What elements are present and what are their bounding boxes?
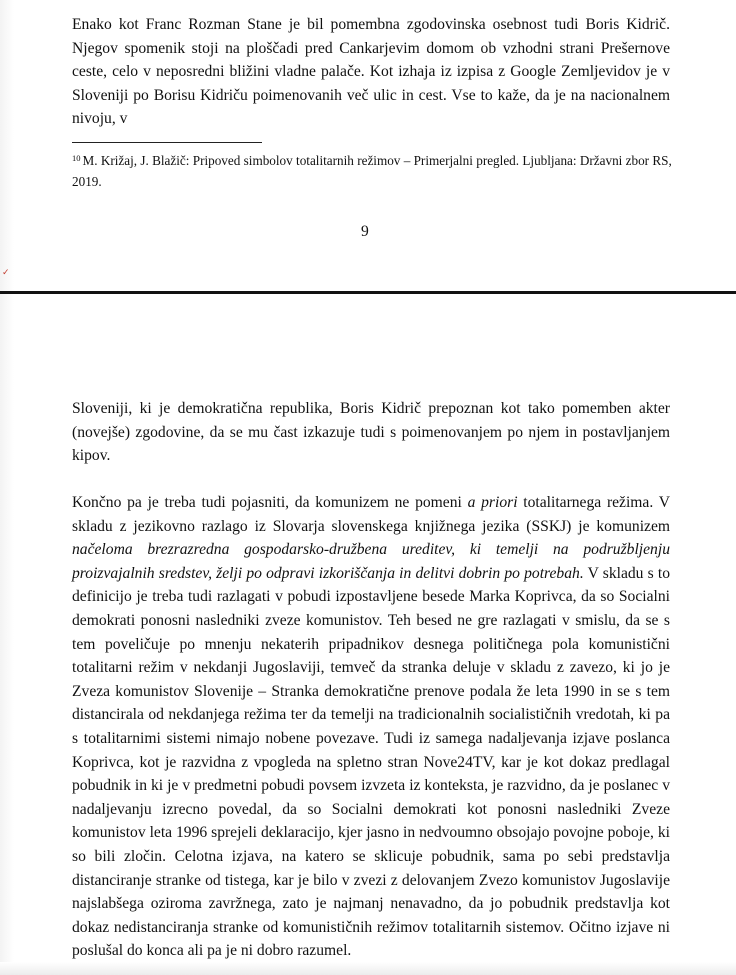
paragraph-top-text: Enako kot Franc Rozman Stane je bil pomembna zgodovinska osebnost tudi Boris Kidrič. Njegov spomenik stoji na ploščadi pred Cankarjevim domom ob vzhodni strani Prešernove ceste, celo v neposredni bližini vladne palače. Kot izhaja iz izpisa z Google Zemljevidov je v Sloveniji po Borisu Kidriču poimenovanih več ulic in cest. Vse to kaže, da je na nacionalnem nivoju, v	[72, 16, 670, 128]
footnote-number: 10	[72, 153, 81, 163]
paragraph-2-italic-definition: načeloma brezrazredna gospodarsko-družbena ureditev, ki temelji na podružbljenju proizvajalnih sredstev, želji po odpravi izkoriščanja in delitvi dobrin po potrebah.	[72, 541, 670, 582]
paragraph-2-part-3: totalitarnega režima. V skladu z jezikovno razlago iz Slovarja slovenskega knjižnega jezika (SSKJ) je komunizem	[72, 494, 670, 535]
margin-mark: ✓	[2, 267, 10, 277]
scan-bottom-edge	[0, 962, 736, 975]
paragraph-top	[72, 13, 670, 131]
paragraph-2-part-5: V skladu s to definicijo je treba tudi razlagati v pobudi izpostavljene besede Marka Koprivca, da so Socialni demokrati ponosni nasledniki zveze komunistov. Teh besed ne gre razlagati v smislu, da se s tem poveličuje po mnenju nekaterih pripadnikov desnega političnega pola komunistični totalitarni režim v nekdanji Jugoslaviji, temveč da stranka deluje v skladu z zavezo, ki jo je Zveza komunistov Slovenije – Stranka demokratične prenove podala že leta 1990 in se s tem distancirala od nekdanjega režima ter da temelji na tradicionalnih socialističnih vredotah, ki pa s totalitarnimi sistemi nimajo nobene povezave. Tudi iz samega nadaljevanja izjave poslanca Koprivca, kot je razvidna z vpogleda na spletno stran Nove24TV, kar je kot dokaz predlagal pobudnik in ki je v predmetni pobudi povsem izvzeta iz konteksta, je razvidno, da je poslanec v nadaljevanju izrecno povedal, da so Socialni demokrati kot ponosni nasledniki Zveze komunistov leta 1996 sprejeli deklaracijo, kjer jasno in nedvoumno obsojajo povojne poboje, ki so bili zločin. Celotna izjava, na katero se sklicuje pobudnik, sama po sebi predstavlja distanciranje stranke od tistega, kar je bilo v zvezi z delovanjem Zvezo komunistov Jugoslavije najslabšega oziroma zavržnega, zato je najmanj nenavadno, da jo pobudnik predstavlja kot dokaz nedistanciranja stranke od komunističnih režimov totalitarnih sistemov. Očitno izjave ni poslušal do konca ali pa je ni dobro razumel.	[72, 564, 670, 960]
paragraph-2-italic-a-priori: a priori	[467, 494, 518, 511]
paragraph-1	[72, 397, 670, 468]
footnote	[72, 148, 672, 192]
paragraph-2	[72, 491, 670, 963]
paragraph-1-text: Sloveniji, ki je demokratična republika, Boris Kidrič prepoznan kot tako pomemben akter (novejše) zgodovine, da se mu čast izkazuje tudi s poimenovanjem po njem in postavljanjem kipov.	[72, 400, 670, 465]
scan-shadow-edge	[0, 0, 14, 975]
page-number: 9	[361, 223, 369, 240]
paragraph-2-part-1: Končno pa je treba tudi pojasniti, da komunizem ne pomeni	[72, 494, 468, 511]
footnote-text: M. Križaj, J. Blažič: Pripoved simbolov totalitarnih režimov – Primerjalni pregled. Ljubljana: Državni zbor RS, 2019.	[72, 153, 672, 189]
footnote-separator	[72, 142, 262, 143]
page-break-divider	[0, 291, 736, 294]
